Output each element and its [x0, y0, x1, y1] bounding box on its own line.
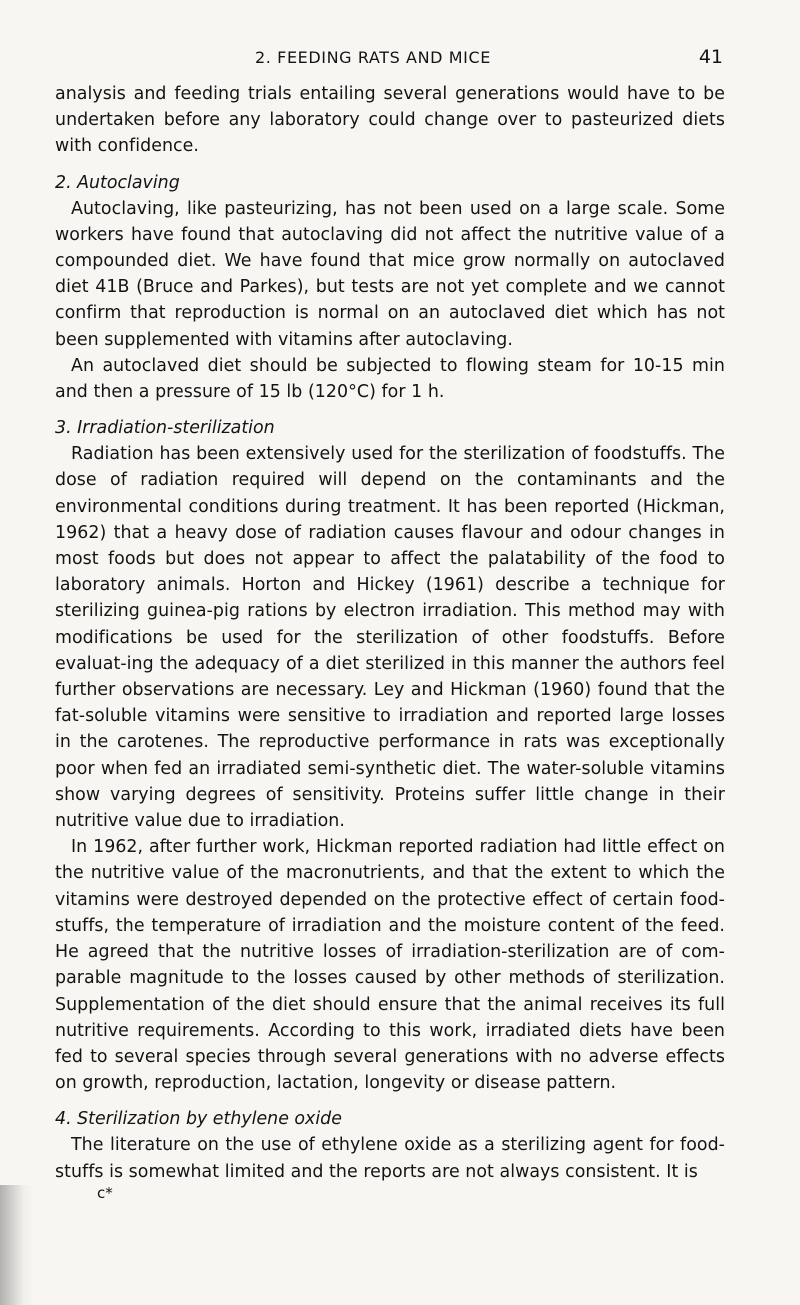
signature-mark: c* — [97, 1183, 113, 1202]
irradiation-paragraph-1: Radiation has been extensively used for the sterilization of foodstuffs. The dose of radiation required will depend on the contaminants and the environmental conditions during treatment. It has been reported (Hickman, 1962) that a heavy dose of radiation causes flavour and odour changes in most foods but does not appear to affect the palatability of the food to laboratory animals. Horton and Hickey (1961) describe a technique for sterilizing guinea-pig rations by electron irradiation. This method may with modifications be used for the sterilization of other foodstuffs. Before evaluat-ing the adequacy of a diet sterilized in this manner the authors feel further observations are necessary. Ley and Hickman (1960) found that the fat-soluble vitamins were sensitive to irradiation and reported large losses in the carotenes. The reproductive performance in rats was exceptionally poor when fed an irradiated semi-synthetic diet. The water-soluble vitamins show varying degrees of sensitivity. Proteins suffer little change in their nutritive value due to irradiation. — [55, 444, 725, 832]
section-heading-autoclaving: 2. Autoclaving — [55, 172, 180, 193]
page-header — [55, 46, 725, 76]
page-edge-shadow — [0, 1185, 34, 1305]
running-head: 2. FEEDING RATS AND MICE — [255, 48, 491, 67]
autoclaving-paragraph-2: An autoclaved diet should be subjected to flowing steam for 10-15 min and then a pressure of 15 lb (120°C) for 1 h. — [55, 355, 725, 403]
continued-paragraph: analysis and feeding trials entailing several generations would have to be undertaken before any laboratory could change over to pasteurized diets with confidence. — [55, 84, 725, 157]
page-number: 41 — [698, 46, 723, 68]
book-page — [55, 46, 725, 1203]
section-heading-ethylene-oxide: 4. Sterilization by ethylene oxide — [55, 1109, 342, 1130]
ethylene-oxide-paragraph-1: The literature on the use of ethylene oxide as a sterilizing agent for food-stuffs is somewhat limited and the reports are not always consistent. It is — [55, 1135, 725, 1182]
irradiation-paragraph-2: In 1962, after further work, Hickman reported radiation had little effect on the nutritive value of the macronutrients, and that the extent to which the vitamins were destroyed depended on the protective effect of certain food-stuffs, the temperature of irradiation and the moisture content of the feed. He agreed that the nutritive losses of irradiation-sterilization are of com-parable magnitude to the losses caused by other methods of sterilization. Supplementation of the diet should ensure that the animal receives its full nutritive requirements. According to this work, irradiated diets have been fed to several species through several generations with no adverse effects on growth, reproduction, lactation, longevity or disease pattern. — [55, 837, 725, 1094]
section-heading-irradiation: 3. Irradiation-sterilization — [55, 418, 275, 439]
autoclaving-paragraph-1: Autoclaving, like pasteurizing, has not been used on a large scale. Some workers have found that autoclaving did not affect the nutritive value of a compounded diet. We have found that mice grow normally on autoclaved diet 41B (Bruce and Parkes), but tests are not yet complete and we cannot confirm that reproduction is normal on an autoclaved diet which has not been supplemented with vitamins after autoclaving. — [55, 198, 725, 350]
